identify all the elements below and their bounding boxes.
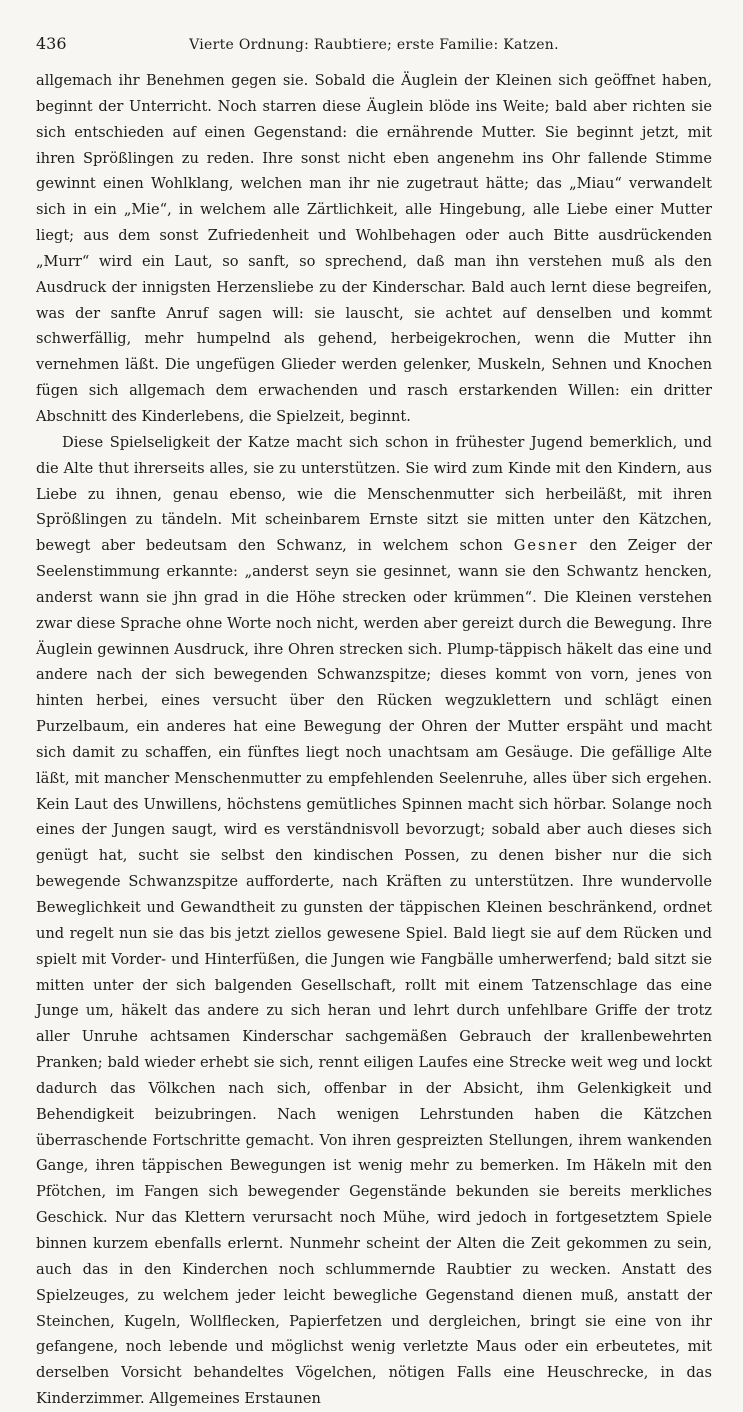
paragraph-text: Diese Spielseligkeit der Katze macht sich schon in frühester Jugend bemerklich, und die Alte thut ihrerseits alles, sie zu unterstützen. Sie wird zum Kinde mit den Kindern, aus Liebe zu ihnen, genau ebenso, wie die Menschenmutter sich herbeiläßt, mit ihren Sprößlingen zu tändeln. Mit scheinbarem Ernste sitzt sie mitten unter den Kätzchen, bewegt aber bedeutsam den Schwanz, in welchem schon — [36, 433, 712, 555]
paragraph-text: allgemach ihr Benehmen gegen sie. Sobald die Äuglein der Kleinen sich geöffnet haben, beginnt der Unterricht. Noch starren diese Äuglein blöde ins Weite; bald aber richten sie sich entschieden auf einen Gegenstand: die ernährende Mutter. Sie beginnt jetzt, mit ihren Sprößlingen zu reden. Ihre sonst nicht eben angenehm ins Ohr fallende Stimme gewinnt einen Wohlklang, welchen man ihr nie zugetraut hätte; das „Miau“ verwandelt sich in ein „Mie“, in welchem alle Zärtlichkeit, alle Hingebung, alle Liebe einer Mutter liegt; aus dem sonst Zufriedenheit und Wohlbehagen oder auch Bitte ausdrückenden „Murr“ wird ein Laut, so sanft, so sprechend, daß man ihn verstehen muß als den Ausdruck der innigsten Herzensliebe zu der Kinderschar. Bald auch lernt diese begreifen, was der sanfte Anruf sagen will: sie lauscht, sie achtet auf denselben und kommt schwerfällig, mehr humpelnd als gehend, herbeigekrochen, wenn die Mutter ihn vernehmen läßt. Die ungefügen Glieder werden gelenker, Muskeln, Sehnen und Knochen fügen sich allgemach dem erwachenden und rasch erstarkenden Willen: ein dritter Abschnitt des Kinderlebens, die Spielzeit, beginnt. — [36, 72, 712, 425]
book-page — [36, 34, 712, 1412]
page-header — [36, 34, 712, 60]
paragraph — [36, 68, 712, 430]
running-head: Vierte Ordnung: Raubtiere; erste Familie: Katzen. — [189, 37, 559, 53]
body-text — [36, 68, 712, 1412]
paragraph-text: den Zeiger der Seelenstimmung erkannte: „anderst seyn sie gesinnet, wann sie den Schwantz hencken, anderst wann sie jhn grad in die Höhe strecken oder krümmen“. Die Kleinen verstehen zwar diese Sprache ohne Worte noch nicht, werden aber gereizt durch die Bewegung. Ihre Äuglein gewinnen Ausdruck, ihre Ohren strecken sich. Plump-täppisch häkelt das eine und andere nach der sich bewegenden Schwanzspitze; dieses kommt von vorn, jenes von hinten herbei, eines versucht über den Rücken wegzuklettern und schlägt einen Purzelbaum, ein anderes hat eine Bewegung der Ohren der Mutter erspäht und macht sich damit zu schaffen, ein fünftes liegt noch unachtsam am Gesäuge. Die gefällige Alte läßt, mit mancher Menschenmutter zu empfehlenden Seelenruhe, alles über sich ergehen. Kein Laut des Unwillens, höchstens gemütliches Spinnen macht sich hörbar. Solange noch eines der Jungen saugt, wird es verständnisvoll bevorzugt; sobald aber auch dieses sich genügt hat, sucht sie selbst den kindischen Possen, zu denen bisher nur die sich bewegende Schwanzspitze aufforderte, nach Kräften zu unterstützen. Ihre wundervolle Beweglichkeit und Gewandtheit zu gunsten der täppischen Kleinen beschränkend, ordnet und regelt nun sie das bis jetzt ziellos gewesene Spiel. Bald liegt sie auf dem Rücken und spielt mit Vorder- und Hinterfüßen, die Jungen wie Fangbälle umherwerfend; bald sitzt sie mitten unter der sich balgenden Gesellschaft, rollt mit einem Tatzenschlage das eine Junge um, häkelt das andere zu sich heran und lehrt durch unfehlbare Griffe der trotz aller Unruhe achtsamen Kinderschar sachgemäßen Gebrauch der krallenbewehrten Pranken; bald wieder erhebt sie sich, rennt eiligen Laufes eine Strecke weit weg und lockt dadurch das Völkchen nach sich, offenbar in der Absicht, ihm Gelenkigkeit und Behendigkeit beizubringen. Nach wenigen Lehrstunden haben die Kätzchen überraschende Fortschritte gemacht. Von ihren gespreizten Stellungen, ihrem wankenden Gange, ihren täppischen Bewegungen ist wenig mehr zu bemerken. Im Häkeln mit den Pfötchen, im Fangen sich bewegender Gegenstände bekunden sie bereits merkliches Geschick. Nur das Klettern verursacht noch Mühe, wird jedoch in fortgesetztem Spiele binnen kurzem ebenfalls erlernt. Nunmehr scheint der Alten die Zeit gekommen zu sein, auch das in den Kinderchen noch schlummernde Raubtier zu wecken. Anstatt des Spielzeuges, zu welchem jeder leicht bewegliche Gegenstand dienen muß, anstatt der Steinchen, Kugeln, Wollflecken, Papierfetzen und dergleichen, bringt sie eine von ihr gefangene, noch lebende und möglichst wenig verletzte Maus oder ein erbeutetes, mit derselben Vorsicht behandeltes Vögelchen, nötigen Falls eine Heuschrecke, in das Kinderzimmer. Allgemeines Erstaunen — [36, 537, 713, 1408]
paragraph — [36, 430, 712, 1412]
page-number: 436 — [36, 34, 67, 53]
author-name-spaced: Gesner — [513, 537, 579, 555]
